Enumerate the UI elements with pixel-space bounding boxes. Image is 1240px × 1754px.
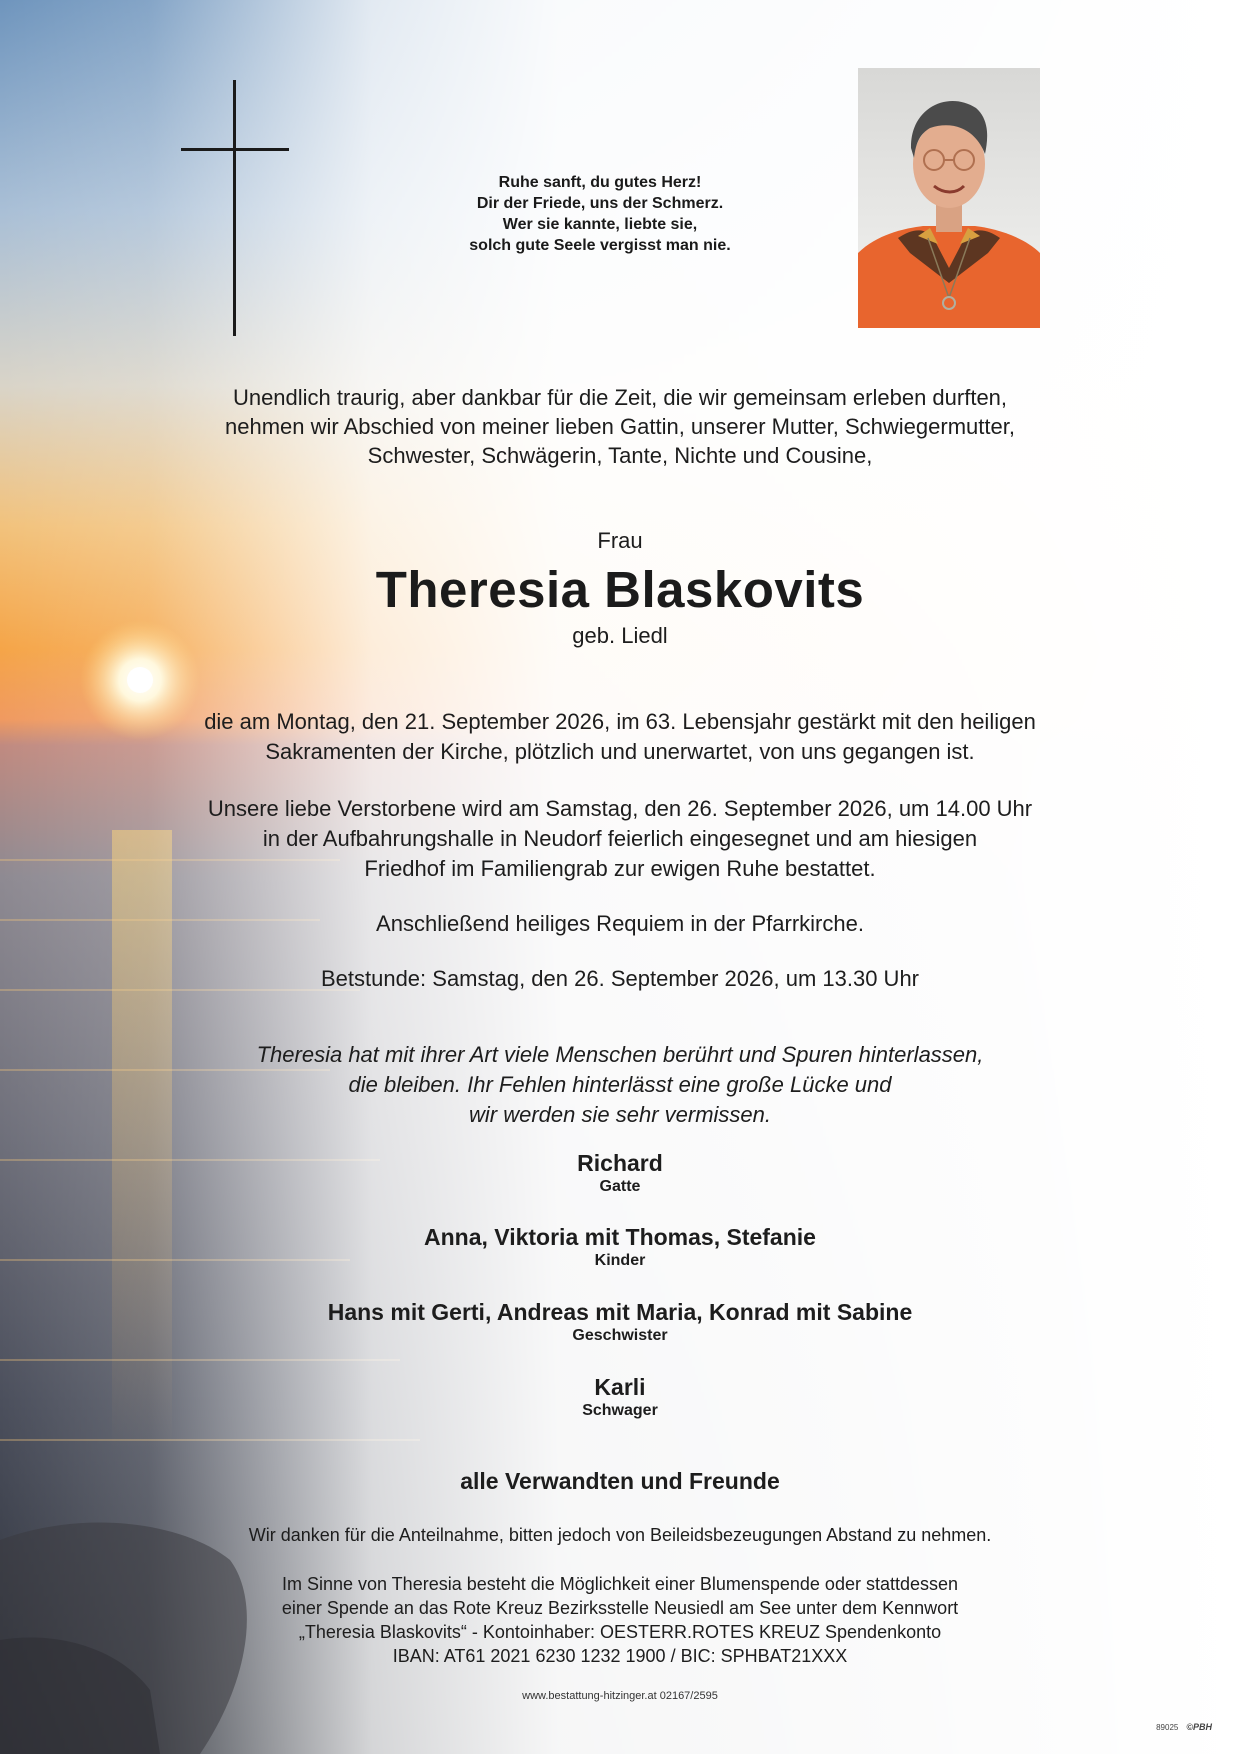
death-line: Sakramenten der Kirche, plötzlich und unerwartet, von uns gegangen ist. [265, 739, 975, 764]
quote-line: Theresia hat mit ihrer Art viele Menschen berührt und Spuren hinterlassen, [256, 1042, 984, 1067]
mourner-relation: Geschwister [572, 1327, 668, 1344]
death-notice [120, 707, 1120, 767]
birth-name: geb. Liedl [572, 623, 668, 648]
death-line: die am Montag, den 21. September 2026, im 63. Lebensjahr gestärkt mit den heiligen [204, 709, 1036, 734]
mourner-relation: Kinder [594, 1252, 646, 1269]
quote-line: wir werden sie sehr vermissen. [469, 1102, 771, 1127]
burial-line: Friedhof im Familiengrab zur ewigen Ruhe bestattet. [364, 856, 876, 881]
intro-line: Schwester, Schwägerin, Tante, Nichte und Cousine, [367, 443, 873, 468]
requiem-note: Anschließend heiliges Requiem in der Pfarrkirche. [376, 911, 864, 936]
mourner-names: Hans mit Gerti, Andreas mit Maria, Konrad mit Sabine [327, 1299, 913, 1325]
relatives-and-friends: alle Verwandten und Freunde [460, 1468, 780, 1494]
burial-notice [120, 794, 1120, 884]
intro-text [120, 383, 1120, 470]
donation-note [120, 1572, 1120, 1668]
salutation: Frau [597, 528, 643, 553]
mourner-names: Richard [577, 1150, 663, 1176]
donation-line: einer Spende an das Rote Kreuz Bezirksstelle Neusiedl am See unter dem Kennwort [281, 1598, 959, 1618]
funeral-home-footer: www.bestattung-hitzinger.at 02167/2595 [522, 1690, 718, 1702]
burial-line: Unsere liebe Verstorbene wird am Samstag, den 26. September 2026, um 14.00 Uhr [207, 796, 1033, 821]
print-code [1156, 1722, 1212, 1732]
quote-line: die bleiben. Ihr Fehlen hinterlässt eine große Lücke und [348, 1072, 892, 1097]
mourner-relation: Gatte [599, 1178, 641, 1195]
motto-line: Ruhe sanft, du gutes Herz! [498, 174, 702, 191]
motto-line: solch gute Seele vergisst man nie. [469, 237, 731, 254]
memorial-quote [120, 1040, 1120, 1130]
donation-line: IBAN: AT61 2021 6230 1232 1900 / BIC: SPHBAT21XXX [392, 1646, 848, 1666]
mourner-names: Karli [594, 1374, 646, 1400]
motto-verse [420, 172, 780, 256]
prayer-hour: Betstunde: Samstag, den 26. September 2026, um 13.30 Uhr [320, 966, 920, 991]
donation-line: „Theresia Blaskovits“ - Kontoinhaber: OESTERR.ROTES KREUZ Spendenkonto [298, 1622, 942, 1642]
printer-logo: ©PBH [1186, 1722, 1212, 1732]
mourner-relation: Schwager [582, 1402, 658, 1419]
intro-line: nehmen wir Abschied von meiner lieben Gattin, unserer Mutter, Schwiegermutter, [225, 414, 1015, 439]
deceased-name: Theresia Blaskovits [375, 561, 865, 618]
burial-line: in der Aufbahrungshalle in Neudorf feierlich eingesegnet und am hiesigen [262, 826, 978, 851]
motto-line: Wer sie kannte, liebte sie, [502, 216, 698, 233]
motto-line: Dir der Friede, uns der Schmerz. [476, 195, 724, 212]
mourner-names: Anna, Viktoria mit Thomas, Stefanie [424, 1224, 816, 1250]
portrait-photo [858, 68, 1040, 328]
cross-icon [181, 80, 291, 336]
print-code-number: 89025 [1156, 1722, 1179, 1732]
intro-line: Unendlich traurig, aber dankbar für die Zeit, die wir gemeinsam erleben durften, [232, 385, 1008, 410]
thanks-note: Wir danken für die Anteilnahme, bitten jedoch von Beileidsbezeugungen Abstand zu nehmen. [248, 1525, 992, 1545]
donation-line: Im Sinne von Theresia besteht die Möglichkeit einer Blumenspende oder stattdessen [281, 1574, 959, 1594]
